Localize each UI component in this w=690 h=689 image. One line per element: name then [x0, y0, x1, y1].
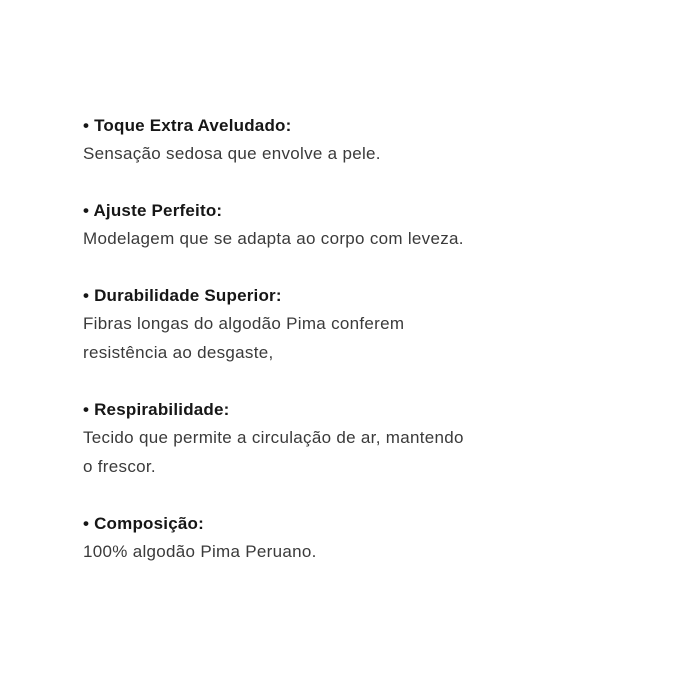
feature-title: • Durabilidade Superior: [83, 286, 282, 305]
description-line: Sensação sedosa que envolve a pele. [83, 144, 381, 163]
feature-description [83, 224, 543, 253]
description-line: 100% algodão Pima Peruano. [83, 542, 317, 561]
feature-description [83, 537, 543, 566]
feature-title: • Ajuste Perfeito: [83, 201, 223, 220]
feature-description [83, 423, 543, 481]
description-line: Modelagem que se adapta ao corpo com leveza. [83, 229, 464, 248]
description-line: Fibras longas do algodão Pima conferem [83, 314, 405, 333]
feature-item-ajuste [83, 198, 543, 253]
feature-item-composicao [83, 511, 543, 566]
feature-description [83, 139, 543, 168]
feature-item-respirabilidade [83, 397, 543, 481]
feature-title: • Composição: [83, 514, 204, 533]
feature-title: • Toque Extra Aveludado: [83, 116, 292, 135]
feature-description [83, 309, 543, 367]
feature-item-durabilidade [83, 283, 543, 367]
feature-title: • Respirabilidade: [83, 400, 230, 419]
description-line: o frescor. [83, 457, 156, 476]
description-line: Tecido que permite a circulação de ar, mantendo [83, 428, 464, 447]
description-line: resistência ao desgaste, [83, 343, 274, 362]
feature-item-toque [83, 113, 543, 168]
feature-list [83, 113, 543, 596]
